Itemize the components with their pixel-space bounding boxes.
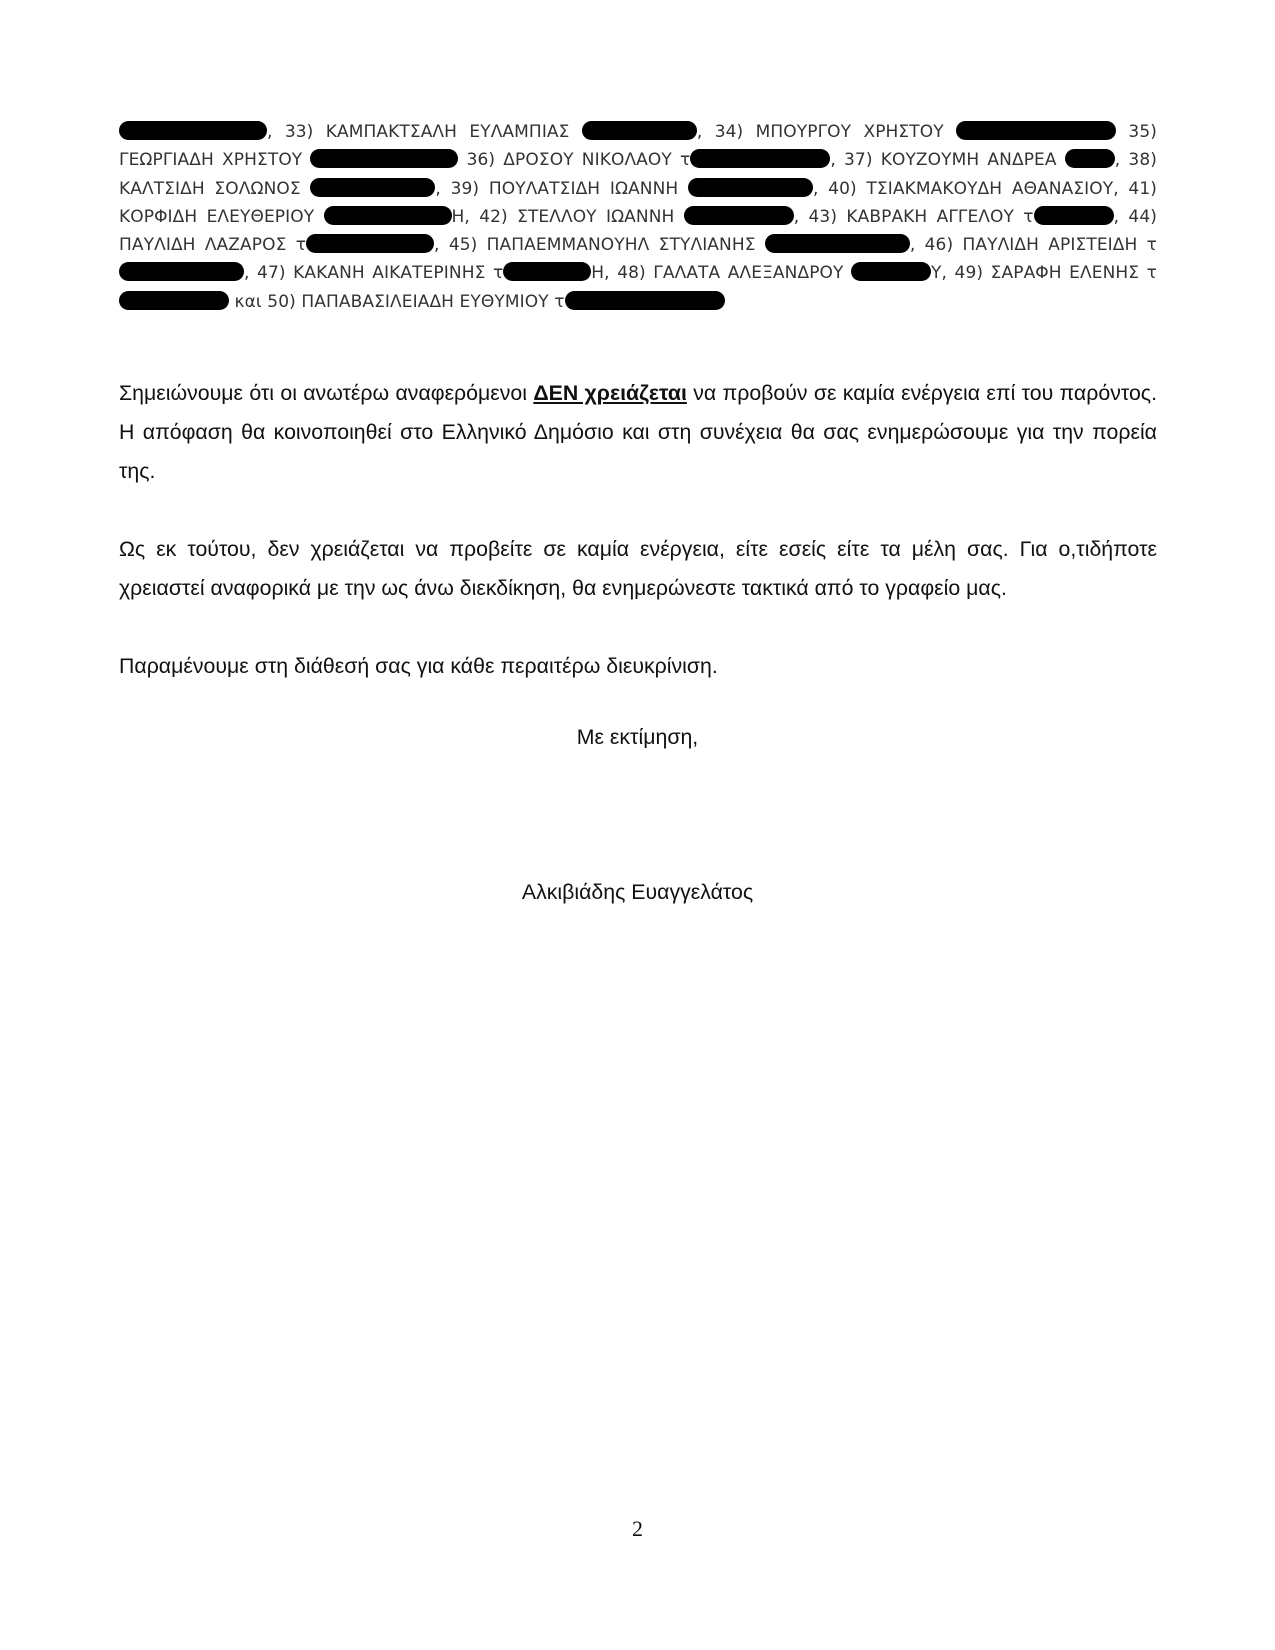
redaction-bar: [119, 291, 229, 310]
names-text: , 45) ΠΑΠΑΕΜΜΑΝΟΥΗΛ ΣΤΥΛΙΑΝΗΣ: [434, 235, 765, 256]
names-text: 36) ΔΡΟΣΟΥ ΝΙΚΟΛΑΟΥ τ: [458, 150, 691, 171]
redaction-bar: [956, 121, 1116, 140]
redaction-bar: [119, 262, 244, 281]
names-text: , 33) ΚΑΜΠΑΚΤΣΑΛΗ ΕΥΛΑΜΠΙΑΣ: [267, 122, 582, 142]
redaction-bar: [310, 178, 435, 197]
names-text: Υ, 49) ΣΑΡΑΦΗ ΕΛΕΝΗΣ τ: [931, 263, 1157, 284]
notice-text-end: να προβούν σε καμία ενέργεια επί του παρόντος. Η απόφαση θα κοινοποιηθεί στο Ελληνικό Δημόσιο και στη συνέχεια θα σας ενημερώσουμε για την πορεία της.: [119, 381, 1157, 483]
redaction-bar: [765, 234, 910, 253]
names-text: 35) ΓΕΩΡΓΙΑΔΗ ΧΡΗΣΤΟΥ: [119, 122, 1157, 171]
redaction-bar: [306, 234, 434, 253]
redaction-bar: [324, 206, 452, 225]
redaction-bar: [310, 149, 458, 168]
names-text: , 39) ΠΟΥΛΑΤΣΙΔΗ ΙΩΑΝΝΗ: [435, 178, 688, 199]
redacted-names-list: [119, 118, 1157, 316]
redaction-bar: [503, 262, 591, 281]
closing-salutation: Με εκτίμηση,: [576, 725, 699, 749]
names-text: και 50) ΠΑΠΑΒΑΣΙΛΕΙΑΔΗ ΕΥΘΥΜΙΟΥ τ: [229, 291, 565, 312]
availability-paragraph: Παραμένουμε στη διάθεσή σας για κάθε περαιτέρω διευκρίνιση.: [119, 654, 718, 678]
names-text: , 43) ΚΑΒΡΑΚΗ ΑΓΓΕΛΟΥ τ: [793, 206, 1034, 227]
emphasis-text: ΔΕΝ χρειάζεται: [533, 381, 687, 405]
redaction-bar: [565, 291, 725, 310]
names-text: , 34) ΜΠΟΥΡΓΟΥ ΧΡΗΣΤΟΥ: [696, 122, 957, 142]
redaction-bar: [1034, 206, 1114, 225]
names-text: , 46) ΠΑΥΛΙΔΗ ΑΡΙΣΤΕΙΔΗ τ: [909, 235, 1157, 256]
action-paragraph: Ως εκ τούτου, δεν χρειάζεται να προβείτε σε καμία ενέργεια, είτε εσείς είτε τα μέλη σας. Για ο,τιδήποτε χρειαστεί αναφορικά με την ως άνω διεκδίκηση, θα ενημερώνεστε τακτικά από το γραφείο μας.: [119, 537, 1157, 600]
names-text: , 37) ΚΟΥΖΟΥΜΗ ΑΝΔΡΕΑ: [830, 150, 1065, 171]
names-text: , 38) ΚΑΛΤΣΙΔΗ ΣΟΛΩΝΟΣ: [119, 150, 1157, 199]
redaction-bar: [851, 262, 931, 281]
names-text: , 44) ΠΑΥΛΙΔΗ ΛΑΖΑΡΟΣ τ: [119, 206, 1158, 256]
redaction-bar: [582, 121, 697, 140]
names-text: , 40) ΤΣΙΑΚΜΑΚΟΥΔΗ ΑΘΑΝΑΣΙΟΥ, 41) ΚΟΡΦΙΔΗ ΕΛΕΥΘΕΡΙΟΥ: [119, 178, 1157, 227]
redaction-bar: [688, 178, 813, 197]
page-number: 2: [632, 1516, 643, 1541]
names-text: Η, 42) ΣΤΕΛΛΟΥ ΙΩΑΝΝΗ: [451, 206, 684, 227]
notice-paragraph: [119, 374, 1157, 491]
redaction-bar: [690, 149, 830, 168]
signature-name: Αλκιβιάδης Ευαγγελάτος: [521, 880, 754, 904]
names-text: , 47) ΚΑΚΑΝΗ ΑΙΚΑΤΕΡΙΝΗΣ τ: [244, 263, 504, 284]
redaction-bar: [1065, 149, 1115, 168]
redaction-bar: [684, 206, 794, 225]
redaction-bar: [119, 121, 267, 140]
names-text: Η, 48) ΓΑΛΑΤΑ ΑΛΕΞΑΝΔΡΟΥ: [591, 263, 852, 284]
notice-text-start: Σημειώνουμε ότι οι ανωτέρω αναφερόμενοι: [119, 381, 534, 405]
